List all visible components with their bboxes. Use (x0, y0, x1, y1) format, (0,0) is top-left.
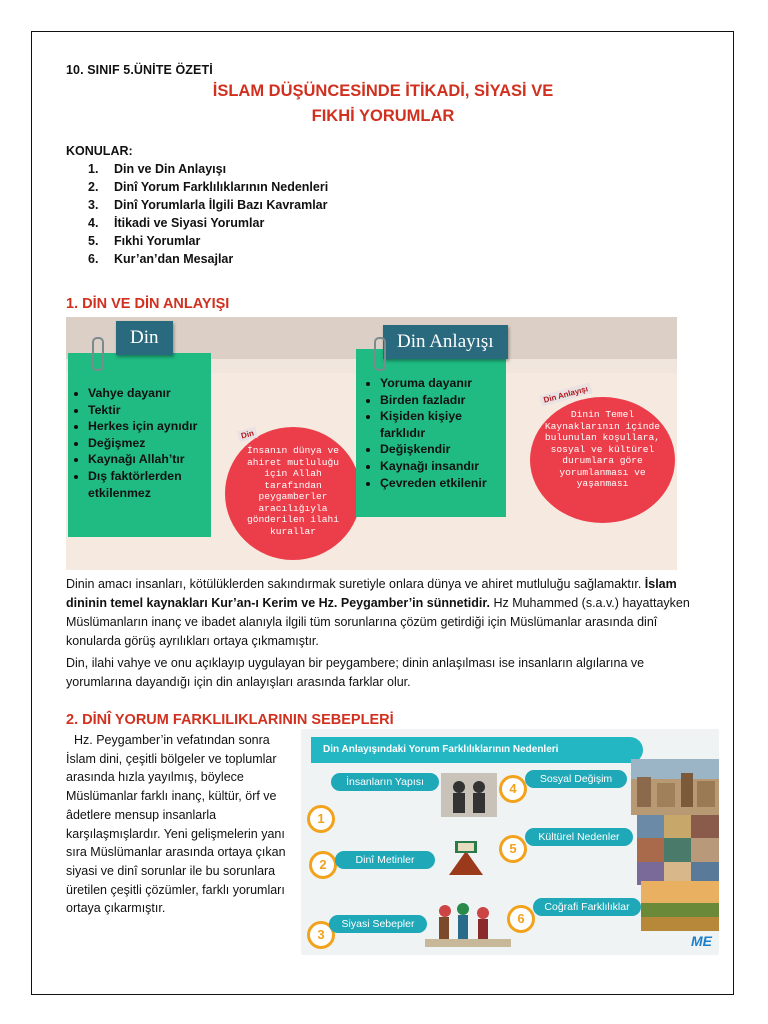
list-item-label: Dinî Yorum Farklılıklarının Nedenleri (114, 180, 329, 194)
reason-label: Siyasi Sebepler (329, 915, 427, 933)
list-item (88, 196, 328, 214)
din-card (68, 353, 211, 537)
din-anlayisi-card (356, 349, 506, 517)
reasons-figure-title: Din Anlayışındaki Yorum Farklılıklarının Nedenleri (311, 737, 643, 763)
section1-heading: 1. DİN VE DİN ANLAYIŞI (66, 296, 230, 312)
paragraph-3-text: Hz. Peygamber’in vefatından sonra İslam dini, çeşitli bölgeler ve toplumlar arasında hızla yayılmış, böylece Müslümanlar farklı inanç, kültür, örf ve âdetlere mensup insanlarla karşılaşmışlardır. Yeni gelişmelerin yanı sıra Müslümanlar arasında ortaya çıkan siyasi ve dinî sorunlar ile bu sorunlara üretilen çeşitli çözümler, farklı yorumları ortaya çıkarmıştır. (66, 733, 286, 916)
din-anlayisi-item: • Kaynağı insandır (380, 458, 506, 475)
list-item-number: 4. (88, 216, 99, 230)
list-item-number: 2. (88, 180, 99, 194)
reason-number: 6 (507, 905, 535, 933)
din-comparison-figure (66, 317, 677, 570)
reason-number: 2 (309, 851, 337, 879)
paperclip-icon (92, 337, 104, 371)
reason-number: 5 (499, 835, 527, 863)
reason-label: Dinî Metinler (335, 851, 435, 869)
din-item: • Değişmez (88, 435, 211, 452)
list-item (88, 214, 328, 232)
list-item-label: Kur’an’dan Mesajlar (114, 252, 234, 266)
paragraph-1-text-end: Hz Muhammed (s.a.v.) hayattayken Müslümanların inanç ve ibadet alanıyla ilgili tüm sorunlarına çözüm getirdiği için Müslümanlar arasında dinî konularda görüş ayrılıkları ortaya çıkmamıştır. (66, 596, 690, 648)
din-anlayisi-item: • Yoruma dayanır (380, 375, 506, 392)
reason-label: Coğrafi Farklılıklar (533, 898, 641, 916)
list-item-label: Din ve Din Anlayışı (114, 162, 227, 176)
din-item: • Herkes için aynıdır (88, 418, 211, 435)
people-photo (441, 773, 497, 817)
reason-number: 3 (307, 921, 335, 949)
din-item: • Vahye dayanır (88, 385, 211, 402)
din-anlayisi-tag: Din Anlayışı (539, 383, 592, 407)
din-card-title: Din (116, 321, 173, 355)
list-item (88, 232, 328, 250)
city-photo (631, 759, 719, 815)
battle-scene-photo (425, 895, 511, 947)
list-item-number: 1. (88, 162, 99, 176)
list-item-label: İtikadi ve Siyasi Yorumlar (114, 216, 265, 230)
din-item: • Tektir (88, 402, 211, 419)
din-definition-text: İnsanın dünya ve ahiret mutluluğu için Allah tarafından peygamberler aracılığıyla gönderilen ilahi kurallar (246, 445, 340, 537)
section2-heading: 2. DİNÎ YORUM FARKLILIKLARININ SEBEPLERİ (66, 712, 394, 728)
din-definition-blob (229, 431, 357, 556)
publisher-logo: ME (691, 933, 712, 949)
din-anlayisi-item: • Değişkendir (380, 441, 506, 458)
list-item-number: 5. (88, 234, 99, 248)
list-item-label: Dinî Yorumlarla İlgili Bazı Kavramlar (114, 198, 328, 212)
din-item: • Dış faktörlerden etkilenmez (88, 468, 211, 501)
page-title-line1: İSLAM DÜŞÜNCESİNDE İTİKADİ, SİYASİ VE (212, 82, 554, 100)
din-anlayisi-definition-text: Dinin Temel Kaynaklarının içinde bulunulan koşullara, sosyal ve kültürel durumlara göre yorumlanması ve yaşanması (544, 409, 661, 489)
paragraph-2: Din, ilahi vahye ve onu açıklayıp uygulayan bir peygambere; dinin anlaşılması ise insanların algılarına ve yorumlarına dayandığı için din anlayışları arasında farklar olur. (66, 656, 645, 689)
reason-number: 1 (307, 805, 335, 833)
culture-collage-photo (637, 815, 719, 885)
topics-heading: KONULAR: (66, 144, 133, 158)
list-item (88, 178, 328, 196)
paragraph-1-text: Dinin amacı insanları, kötülüklerden sakındırmak suretiyle onlara dünya ve ahiret mutluluğu sağlamaktır. (66, 577, 645, 591)
din-item: • Kaynağı Allah’tır (88, 451, 211, 468)
reason-label: Kültürel Nedenler (525, 828, 633, 846)
paragraph-3 (66, 731, 298, 918)
paragraph-1-bold: İslam dininin temel kaynakları Kur’an-ı Kerim ve Hz. Peygamber’in sünnetidir. (66, 577, 677, 610)
list-item-number: 6. (88, 252, 99, 266)
paragraph-1 (66, 575, 702, 651)
din-anlayisi-item: • Çevreden etkilenir (380, 475, 506, 492)
din-anlayisi-item: • Kişiden kişiye farklıdır (380, 408, 506, 441)
page-title-line2: FIKHİ YORUMLAR (311, 107, 455, 125)
list-item-number: 3. (88, 198, 99, 212)
reason-label: İnsanların Yapısı (331, 773, 439, 791)
reason-number: 4 (499, 775, 527, 803)
paperclip-icon (374, 337, 386, 371)
din-anlayisi-item: • Birden fazladır (380, 392, 506, 409)
din-anlayisi-card-title: Din Anlayışı (383, 325, 508, 359)
quran-stand-icon (441, 833, 491, 883)
list-item (88, 250, 328, 268)
din-tag: Din (237, 427, 258, 443)
topics-list (88, 160, 328, 268)
reason-label: Sosyal Değişim (525, 770, 627, 788)
unit-label: 10. SINIF 5.ÜNİTE ÖZETİ (66, 63, 213, 77)
din-anlayisi-definition-blob (534, 401, 671, 519)
landscape-photo (641, 881, 719, 931)
reasons-figure (301, 729, 719, 955)
list-item-label: Fıkhi Yorumlar (114, 234, 201, 248)
list-item (88, 160, 328, 178)
